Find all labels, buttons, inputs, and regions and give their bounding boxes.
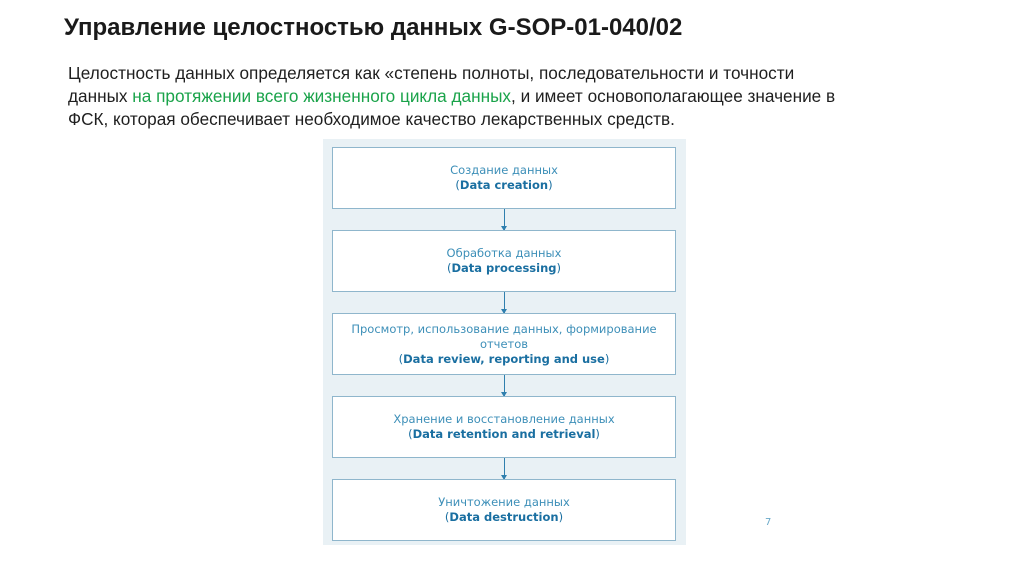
step-data-creation — [332, 147, 676, 209]
step-ru-label: Просмотр, использование данных, формирование отчетов — [351, 321, 657, 351]
flow-arrow — [504, 209, 505, 230]
step-en-label: (Data processing) — [446, 261, 562, 275]
paragraph-line-2-end: , и имеет основополагающее значение в — [511, 86, 836, 106]
step-ru-label: Создание данных — [450, 163, 558, 177]
paragraph-line-3: ФСК, которая обеспечивает необходимое качество лекарственных средств. — [68, 109, 675, 129]
paragraph-line-1: Целостность данных определяется как «степень полноты, последовательности и точности — [68, 63, 795, 83]
paragraph-line-2-start: данных — [68, 86, 133, 106]
step-ru-label: Хранение и восстановление данных — [393, 412, 615, 426]
paragraph-highlight: на протяжении всего жизненного цикла данных — [132, 86, 512, 106]
step-en-label: (Data retention and retrieval) — [408, 427, 600, 441]
step-en-label: (Data review, reporting and use) — [398, 351, 610, 366]
step-data-processing — [332, 230, 676, 292]
step-en-label: (Data destruction) — [444, 510, 564, 524]
definition-paragraph — [68, 62, 968, 131]
step-data-retention — [332, 396, 676, 458]
step-en-label: (Data creation) — [455, 178, 553, 192]
step-ru-label: Уничтожение данных — [438, 495, 570, 509]
flow-arrow — [504, 375, 505, 396]
step-data-destruction — [332, 479, 676, 541]
step-data-review — [332, 313, 676, 375]
flow-arrow — [504, 458, 505, 479]
step-ru-label: Обработка данных — [446, 246, 562, 260]
flow-arrow — [504, 292, 505, 313]
page-number: 7 — [765, 517, 772, 528]
data-lifecycle-diagram — [323, 139, 686, 545]
slide-title: Управление целостностью данных G-SOP-01-040/02 — [64, 14, 683, 41]
